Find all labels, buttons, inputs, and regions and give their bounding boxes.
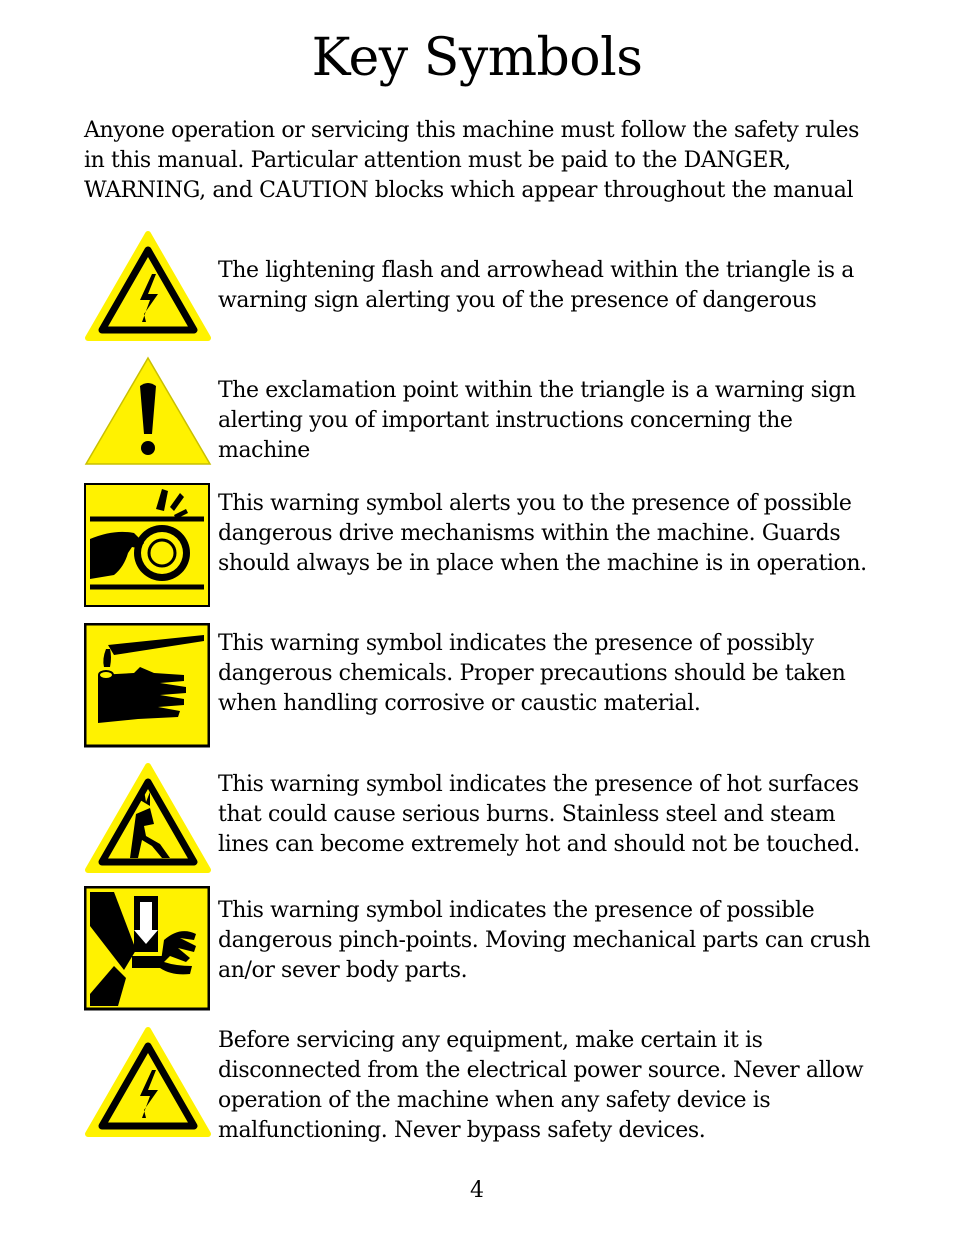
page-number: 4 [470,1178,484,1203]
symbol-row-electrical [84,230,884,360]
symbol-row-electrical-disconnect [84,1026,884,1156]
symbol-description: The exclamation point within the triangle is a warning sign alerting you of important instructions concerning the machine [218,378,856,463]
symbol-row-hot-surface [84,762,884,892]
symbol-description: The lightening flash and arrowhead within the triangle is a warning sign alerting you of the presence of dangerous [218,258,854,313]
electrical-hazard-triangle-icon [84,230,212,358]
symbol-description: This warning symbol indicates the presence of possibly dangerous chemicals. Proper precautions should be taken when handling corrosive or caustic material. [218,631,846,716]
symbol-description: Before servicing any equipment, make certain it is disconnected from the electrical power source. Never allow operation of the machine when any safety device is malfunctioning. Never bypass safety devices. [218,1028,864,1143]
symbol-row-drive-mechanism [84,483,884,613]
drive-mechanism-hazard-icon [84,483,212,611]
corrosive-chemical-hazard-icon [84,623,212,751]
page-title: Key Symbols [311,28,643,88]
symbol-row-chemical [84,623,884,753]
symbol-description: This warning symbol alerts you to the presence of possible dangerous drive mechanisms within the machine. Guards should always be in place when the machine is in operation. [218,491,867,576]
pinch-point-hazard-icon [84,886,212,1014]
symbol-description: This warning symbol indicates the presence of possible dangerous pinch-points. Moving mechanical parts can crush an/or sever body parts. [218,898,871,983]
exclamation-triangle-icon [84,356,212,484]
symbol-row-pinch-point [84,886,884,1016]
hot-surface-hazard-icon [84,762,212,890]
symbol-row-exclamation [84,356,884,486]
electrical-hazard-triangle-icon [84,1026,212,1154]
intro-paragraph: Anyone operation or servicing this machine must follow the safety rules in this manual. Particular attention must be paid to the DANGER, WARNING, and CAUTION blocks which appear throughout the manual [84,118,860,203]
symbol-description: This warning symbol indicates the presence of hot surfaces that could cause serious burns. Stainless steel and steam lines can become extremely hot and should not be touched. [218,772,860,857]
